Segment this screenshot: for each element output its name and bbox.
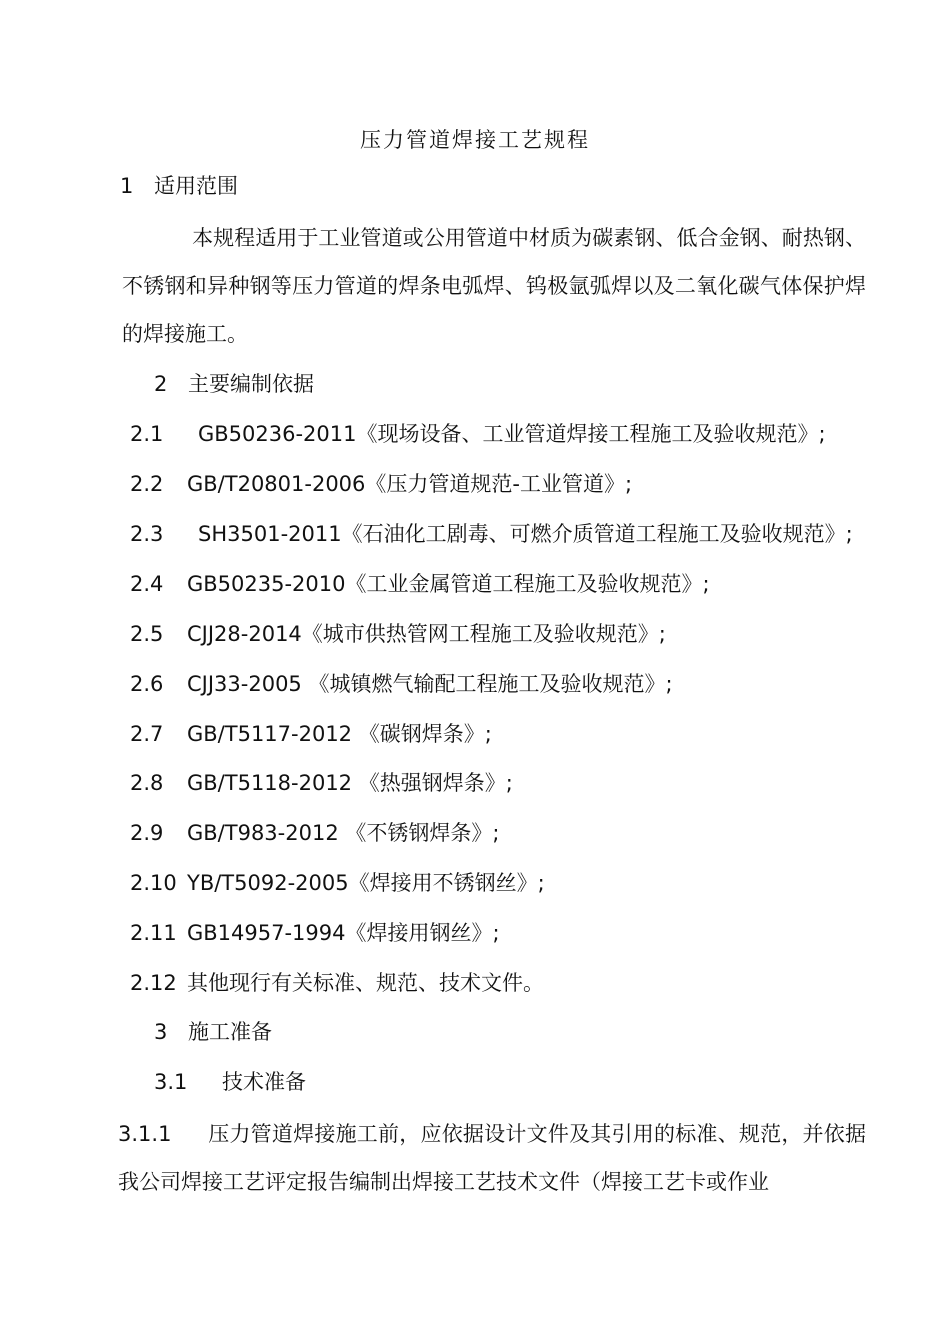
- list-item: [130, 918, 500, 948]
- item-number: 2.4: [130, 572, 164, 596]
- section-title: 主要编制依据: [188, 372, 314, 396]
- item-number: 2.10: [130, 871, 177, 895]
- list-item: [130, 719, 492, 749]
- list-item: [130, 768, 513, 798]
- list-item: [130, 519, 853, 549]
- item-text: CJJ33-2005 《城镇燃气输配工程施工及验收规范》;: [187, 672, 673, 696]
- item-number: 2.7: [130, 722, 164, 746]
- list-item: [130, 619, 666, 649]
- section-title: 技术准备: [222, 1070, 306, 1094]
- section-number: 2: [154, 372, 168, 396]
- section-number: 3: [154, 1020, 168, 1044]
- list-item: [130, 669, 673, 699]
- section-3-1-1-paragraph: [118, 1110, 866, 1206]
- item-number: 2.3: [130, 522, 164, 546]
- clause-number: 3.1.1: [118, 1122, 172, 1146]
- scope-text: 本规程适用于工业管道或公用管道中材质为碳素钢、低合金钢、耐热钢、不锈钢和异种钢等压力管道的焊条电弧焊、钨极氩弧焊以及二氧化碳气体保护焊的焊接施工。: [122, 226, 866, 346]
- list-item: [130, 419, 826, 449]
- list-item: [130, 469, 632, 499]
- section-3-1-heading: [154, 1067, 306, 1097]
- section-2-heading: [154, 369, 314, 399]
- item-number: 2.1: [130, 422, 164, 446]
- clause-text: 压力管道焊接施工前，应依据设计文件及其引用的标准、规范，并依据我公司焊接工艺评定报告编制出焊接工艺技术文件（焊接工艺卡或作业: [118, 1122, 866, 1194]
- section-1-heading: [120, 171, 238, 201]
- item-text: GB/T983-2012 《不锈钢焊条》;: [187, 821, 500, 845]
- item-text: GB/T5118-2012 《热强钢焊条》;: [187, 771, 513, 795]
- item-text: GB/T20801-2006《压力管道规范-工业管道》;: [187, 472, 633, 496]
- list-item: [130, 968, 544, 998]
- section-title: 适用范围: [154, 174, 238, 198]
- scope-paragraph: [122, 214, 866, 358]
- item-text: GB50236-2011《现场设备、工业管道焊接工程施工及验收规范》;: [198, 422, 826, 446]
- section-3-heading: [154, 1017, 272, 1047]
- section-number: 3.1: [154, 1070, 188, 1094]
- section-number: 1: [120, 174, 134, 198]
- item-number: 2.12: [130, 971, 177, 995]
- item-number: 2.11: [130, 921, 177, 945]
- item-number: 2.9: [130, 821, 164, 845]
- list-item: [130, 868, 545, 898]
- item-text: CJJ28-2014《城市供热管网工程施工及验收规范》;: [187, 622, 666, 646]
- item-text: GB/T5117-2012 《碳钢焊条》;: [187, 722, 492, 746]
- item-number: 2.5: [130, 622, 164, 646]
- item-text: 其他现行有关标准、规范、技术文件。: [187, 971, 544, 995]
- list-item: [130, 818, 499, 848]
- page-title: 压力管道焊接工艺规程: [360, 128, 590, 152]
- item-text: GB14957-1994《焊接用钢丝》;: [187, 921, 500, 945]
- list-item: [130, 569, 710, 599]
- item-number: 2.6: [130, 672, 164, 696]
- item-number: 2.2: [130, 472, 164, 496]
- item-text: GB50235-2010《工业金属管道工程施工及验收规范》;: [187, 572, 710, 596]
- item-text: SH3501-2011《石油化工剧毒、可燃介质管道工程施工及验收规范》;: [198, 522, 853, 546]
- item-text: YB/T5092-2005《焊接用不锈钢丝》;: [187, 871, 545, 895]
- item-number: 2.8: [130, 771, 164, 795]
- section-title: 施工准备: [188, 1020, 272, 1044]
